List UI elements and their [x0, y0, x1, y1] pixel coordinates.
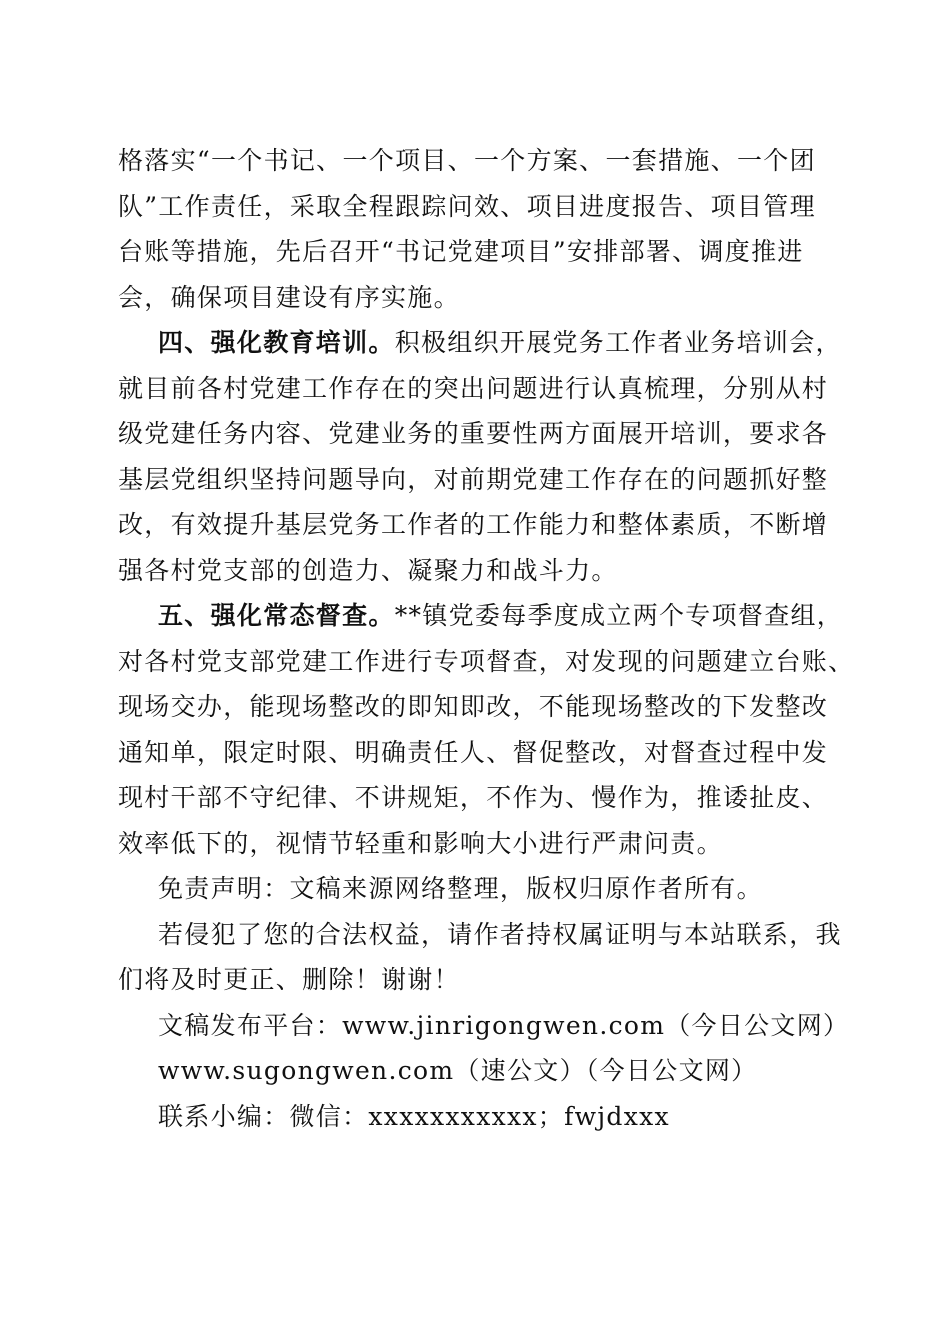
- text-line: 队”工作责任，采取全程跟踪问效、项目进度报告、项目管理: [118, 191, 816, 221]
- text-line: 强各村党支部的创造力、凝聚力和战斗力。: [118, 555, 618, 585]
- text-line: 基层党组织坚持问题导向，对前期党建工作存在的问题抓好整: [118, 464, 829, 494]
- paragraph-text: 积极组织开展党务工作者业务培训会，: [394, 328, 842, 357]
- disclaimer-line: 若侵犯了您的合法权益，请作者持权属证明与本站联系，我: [158, 919, 842, 949]
- text-line: 台账等措施，先后召开“书记党建项目”安排部署、调度推进: [118, 237, 804, 266]
- contact-line: 联系小编：微信：xxxxxxxxxxx；fwjdxxx: [158, 1101, 670, 1131]
- text-line: 现场交办，能现场整改的即知即改，不能现场整改的下发整改: [118, 692, 829, 721]
- text-line: 会，确保项目建设有序实施。: [118, 282, 460, 312]
- paragraph-first-line: [118, 593, 844, 639]
- text-line: 效率低下的，视情节轻重和影响大小进行严肃问责。: [118, 828, 723, 858]
- disclaimer-line: 们将及时更正、删除！谢谢！: [118, 965, 460, 994]
- platform-line: 文稿发布平台：www.jinrigongwen.com（今日公文网）: [158, 1010, 850, 1040]
- text-line: 级党建任务内容、党建业务的重要性两方面展开培训，要求各: [118, 419, 829, 448]
- text-line: 现村干部不守纪律、不讲规矩，不作为、慢作为，推诿扯皮、: [118, 783, 829, 812]
- platform-line-2: www.sugongwen.com（速公文）（今日公文网）: [158, 1056, 758, 1085]
- text-line: 改，有效提升基层党务工作者的工作能力和整体素质，不断增: [118, 510, 829, 539]
- paragraph-first-line: [118, 320, 842, 366]
- text-line: 格落实“一个书记、一个项目、一个方案、一套措施、一个团: [118, 146, 816, 175]
- section-heading-4: 四、强化教育培训。: [158, 328, 395, 357]
- text-line: 通知单，限定时限、明确责任人、督促整改，对督查过程中发: [118, 737, 829, 767]
- section-heading-5: 五、强化常态督查。: [158, 601, 395, 630]
- text-line: 对各村党支部党建工作进行专项督查，对发现的问题建立台账、: [118, 646, 855, 676]
- paragraph-text: **镇党委每季度成立两个专项督查组，: [394, 601, 844, 630]
- text-line: 就目前各村党建工作存在的突出问题进行认真梳理，分别从村: [118, 373, 829, 403]
- disclaimer-line: 免责声明：文稿来源网络整理，版权归原作者所有。: [158, 874, 763, 903]
- document-body: [118, 138, 855, 1139]
